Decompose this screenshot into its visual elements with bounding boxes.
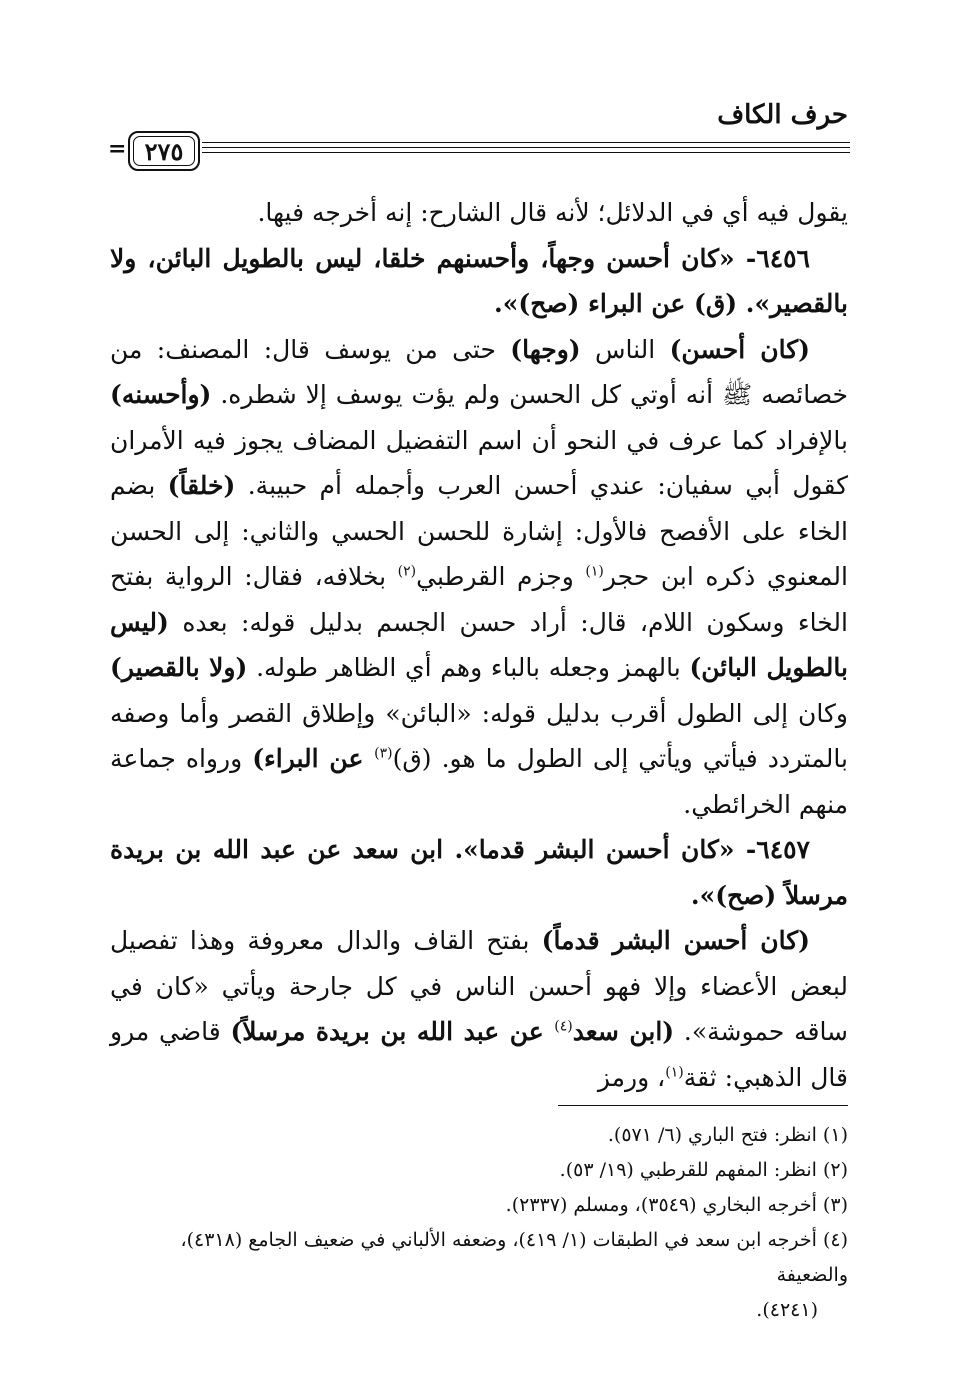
lemma: (ولا بالقصير) bbox=[110, 653, 248, 682]
footnote-ref[interactable]: (٤) bbox=[554, 1018, 573, 1035]
commentary-text: حتى من يوسف قال: المصنف: من خصائصه ﷺ أنه أوتي كل الحسن ولم يؤت يوسف إلا شطره. bbox=[110, 334, 848, 409]
hadith-entry-6456 bbox=[110, 236, 848, 327]
hadith-text: «كان أحسن البشر قدما». ابن سعد عن عبد الله بن بريدة مرسلاً (صح)». bbox=[110, 835, 848, 910]
header-rule bbox=[202, 142, 850, 143]
hadith-number: ٦٤٥٧- bbox=[734, 835, 810, 864]
footnote-ref[interactable]: (٢) bbox=[397, 563, 417, 580]
header-mark: = bbox=[108, 136, 127, 162]
footnote-ref[interactable]: (١) bbox=[665, 1064, 684, 1081]
footnote-ref[interactable]: (٣) bbox=[374, 745, 393, 762]
footnote: (٤) أخرجه ابن سعد في الطبقات (١/ ٤١٩)، وضعفه الألباني في ضعيف الجامع (٤٣١٨)، والضعيفة bbox=[180, 1229, 848, 1286]
page-number: ٢٧٥ bbox=[128, 131, 200, 171]
commentary-text: بضم الخاء على الأفصح فالأول: إشارة للحسن الحسي والثاني: إلى الحسن المعنوي ذكره ابن حجر bbox=[110, 471, 848, 591]
commentary-text: وكان إلى الطول أقرب بدليل قوله: «البائن» وإطلاق القصر وأما وصفه بالمتردد فيأتي ويأتي إلى الطول ما هو. (ق) bbox=[110, 698, 848, 773]
running-title: حرف الكاف bbox=[717, 100, 848, 130]
hadith-text: «كان أحسن وجهاً، وأحسنهم خلقا، ليس بالطويل البائن، ولا بالقصير». (ق) عن البراء (صح)». bbox=[110, 243, 848, 318]
footnote: (٣) أخرجه البخاري (٣٥٤٩)، ومسلم (٢٣٣٧). bbox=[505, 1194, 848, 1216]
lemma: (وجها) bbox=[510, 334, 581, 364]
lemma: (ليس بالطويل البائن) bbox=[110, 607, 848, 682]
commentary-text: وجزم القرطبي bbox=[416, 562, 586, 591]
hadith-entry-6457 bbox=[110, 827, 848, 918]
commentary-text: بالهمز وجعله بالباء وهم أي الظاهر طوله. bbox=[247, 653, 690, 682]
lemma: عن عبد الله بن بريدة مرسلاً) bbox=[230, 1017, 555, 1046]
commentary-paragraph bbox=[110, 918, 848, 1100]
header-rule bbox=[202, 147, 850, 148]
footnote-continuation: (٤٢٤١). bbox=[756, 1299, 818, 1321]
footnote: (١) انظر: فتح الباري (٦/ ٥٧١). bbox=[607, 1124, 848, 1146]
lemma: (كان أحسن) bbox=[669, 334, 810, 364]
lemma: (وأحسنه) bbox=[110, 380, 212, 409]
commentary-text: ، ورمز bbox=[597, 1062, 666, 1092]
paragraph: يقول فيه أي في الدلائل؛ لأنه قال الشارح: إنه أخرجه فيها. bbox=[257, 198, 848, 227]
footnotes bbox=[110, 1118, 848, 1328]
header-rule bbox=[202, 152, 850, 153]
footnote-ref[interactable]: (١) bbox=[585, 563, 604, 580]
lemma: (ابن سعد bbox=[572, 1017, 675, 1046]
commentary-paragraph bbox=[110, 327, 848, 828]
hadith-number: ٦٤٥٦- bbox=[734, 243, 810, 273]
commentary-text: بالإفراد كما عرف في النحو أن اسم التفضيل المضاف يجوز فيه الأمران كقول أبي سفيان: عندي أحسن العرب وأجمله أم حبيبة. bbox=[110, 425, 848, 500]
commentary-text: بفتح القاف والدال معروفة وهذا تفصيل لبعض الأعضاء وإلا فهو أحسن الناس في كل جارحة ويأتي «كان في ساقه حموشة». bbox=[110, 926, 849, 1046]
commentary-text: قاضي مرو قال الذهبي: ثقة bbox=[110, 1017, 848, 1092]
footnote: (٢) انظر: المفهم للقرطبي (١٩/ ٥٣). bbox=[559, 1159, 848, 1181]
commentary-text: ورواه جماعة منهم الخرائطي. bbox=[110, 744, 848, 819]
lemma: (خلقاً) bbox=[167, 471, 236, 500]
footnote-separator bbox=[558, 1105, 848, 1106]
main-text bbox=[110, 190, 848, 1100]
lemma: (كان أحسن البشر قدماً) bbox=[541, 926, 810, 955]
commentary-text: الناس bbox=[580, 334, 670, 364]
lemma: عن البراء) bbox=[252, 744, 375, 773]
commentary-text: بخلافه، فقال: الرواية بفتح الخاء وسكون اللام، قال: أراد حسن الجسم بدليل قوله: بعده bbox=[110, 562, 848, 637]
